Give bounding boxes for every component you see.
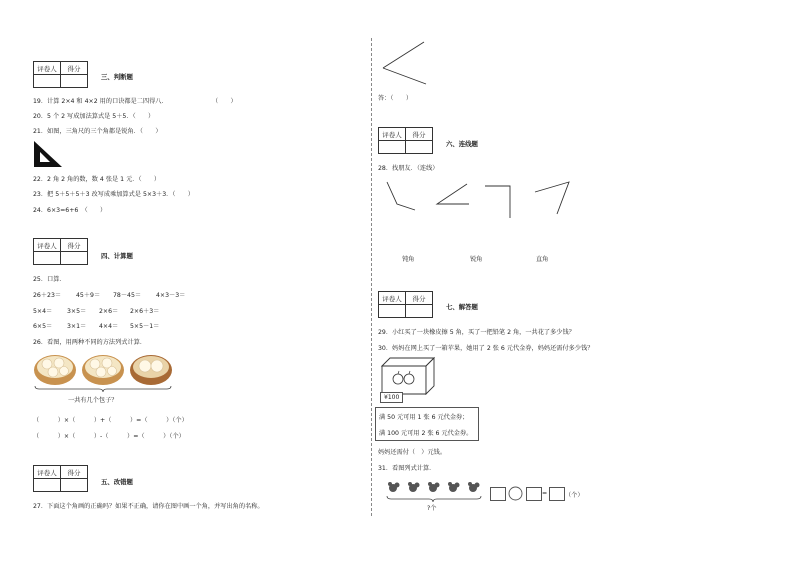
- triangle-ruler-icon: [33, 140, 63, 168]
- grader-cell[interactable]: [379, 141, 406, 154]
- score-label: 得分: [406, 128, 433, 141]
- grader-label: 评卷人: [379, 292, 406, 305]
- calc-r1c1: 26＋23＝: [33, 292, 62, 299]
- question-21: 21．如图，三角尺的三个角都是锐角．（ ）: [33, 128, 162, 135]
- acute-angle-figure: [437, 184, 469, 204]
- label-acute[interactable]: 锐角: [470, 256, 483, 263]
- question-24: 24．6×3=6+6 （ ）: [33, 207, 107, 214]
- grader-cell[interactable]: [34, 75, 61, 88]
- score-label: 得分: [61, 62, 88, 75]
- ducks-brace-label: ?个: [427, 505, 437, 512]
- section-5-title: 五、改错题: [101, 478, 133, 486]
- grader-label: 评卷人: [34, 239, 61, 252]
- score-cell[interactable]: [406, 141, 433, 154]
- unit-label: （个）: [565, 492, 584, 499]
- question-30: 30．妈妈在网上买了一箱苹果，她用了 2 张 6 元代金券，妈妈还需付多少钱？: [378, 345, 594, 352]
- coupon-box: [375, 407, 479, 441]
- score-cell[interactable]: [406, 305, 433, 318]
- calc-r2c4: 2×6＋3＝: [130, 308, 160, 315]
- calc-r2c3: 2×6＝: [99, 308, 119, 315]
- brace-question: 一共有几个包子？: [68, 397, 118, 404]
- score-label: 得分: [61, 466, 88, 479]
- question-20: 20．5 个 2 写成加法算式是 5＋5．（ ）: [33, 113, 155, 120]
- answer-box-1[interactable]: [490, 487, 506, 501]
- obtuse-angle-figure: [387, 182, 415, 210]
- grader-label: 评卷人: [34, 466, 61, 479]
- grader-cell[interactable]: [34, 479, 61, 492]
- angle-figure: [378, 40, 428, 86]
- grader-cell[interactable]: [379, 305, 406, 318]
- label-obtuse[interactable]: 钝角: [402, 256, 415, 263]
- coupon-rule-1: 满 50 元可用 1 张 6 元代金券；: [379, 414, 469, 421]
- score-cell[interactable]: [61, 479, 88, 492]
- calc-r1c2: 45＋9＝: [76, 292, 101, 299]
- coupon-rule-2: 满 100 元可用 2 张 6 元代金券。: [379, 430, 473, 437]
- section-7-title: 七、解答题: [446, 303, 478, 311]
- question-19: 19．计算 2×4 和 4×2 用的口诀都是二四得八．: [33, 98, 168, 105]
- calc-r1c4: 4×3－3＝: [156, 292, 186, 299]
- question-25: 25．口算．: [33, 276, 66, 283]
- calc-r2c1: 5×4＝: [33, 308, 53, 315]
- price-tag: ¥100: [380, 392, 403, 403]
- question-23: 23．把 5＋5＋5＋3 改写成乘加算式是 5×3＋3．（ ）: [33, 191, 194, 198]
- calc-r3c1: 6×5＝: [33, 323, 53, 330]
- calc-r1c3: 78－45＝: [113, 292, 142, 299]
- question-31: 31．看图列式计算．: [378, 465, 436, 472]
- calc-r2c2: 3×5＝: [67, 308, 87, 315]
- calc-r3c3: 4×4＝: [99, 323, 119, 330]
- question-26: 26．看图，用两种不同的方法列式计算．: [33, 339, 147, 346]
- question-28: 28．找朋友．（连线）: [378, 165, 439, 172]
- score-label: 得分: [61, 239, 88, 252]
- operator-circle[interactable]: [508, 486, 523, 501]
- answer-label[interactable]: 答：（ ）: [378, 95, 413, 102]
- section-3-title: 三、判断题: [101, 73, 133, 81]
- score-label: 得分: [406, 292, 433, 305]
- score-cell[interactable]: [61, 252, 88, 265]
- right-angle-figure: [485, 186, 510, 218]
- question-30-answer[interactable]: 妈妈还需付（ ）元钱。: [378, 449, 447, 456]
- question-22: 22．2 角 2 角的数，数 4 张是 1 元．（ ）: [33, 176, 161, 183]
- grader-table-4: [33, 238, 88, 265]
- grader-label: 评卷人: [34, 62, 61, 75]
- grader-table-7: [378, 291, 433, 318]
- calc-r3c2: 3×1＝: [67, 323, 87, 330]
- equation-2[interactable]: （ ）×（ ）-（ ）=（ ）（个）: [33, 433, 185, 440]
- grader-cell[interactable]: [34, 252, 61, 265]
- answer-box-2[interactable]: [526, 487, 542, 501]
- answer-paren-19[interactable]: （ ）: [212, 98, 237, 105]
- score-cell[interactable]: [61, 75, 88, 88]
- question-29: 29．小红买了一块橡皮擦 5 角，买了一把铅笔 2 角，一共花了多少钱？: [378, 329, 575, 336]
- grader-table-3: [33, 61, 88, 88]
- steamed-bun-baskets-image: [33, 350, 173, 390]
- grader-table-6: [378, 127, 433, 154]
- grader-table-5: [33, 465, 88, 492]
- acute-angle-figure-2: [535, 182, 569, 214]
- label-right[interactable]: 直角: [536, 256, 549, 263]
- calc-r3c4: 5×5－1＝: [130, 323, 160, 330]
- section-6-title: 六、连线题: [446, 140, 478, 148]
- answer-box-3[interactable]: [549, 487, 565, 501]
- grader-label: 评卷人: [379, 128, 406, 141]
- equals-sign: =: [542, 490, 548, 497]
- section-4-title: 四、计算题: [101, 252, 133, 260]
- question-27: 27．下面这个角画的正确吗？如果不正确，请你在图中画一个角，并写出角的名称。: [33, 503, 264, 510]
- page-divider: [371, 38, 372, 516]
- equation-1[interactable]: （ ）×（ ）+（ ）=（ ）（个）: [33, 417, 188, 424]
- angles-to-match: [385, 180, 585, 220]
